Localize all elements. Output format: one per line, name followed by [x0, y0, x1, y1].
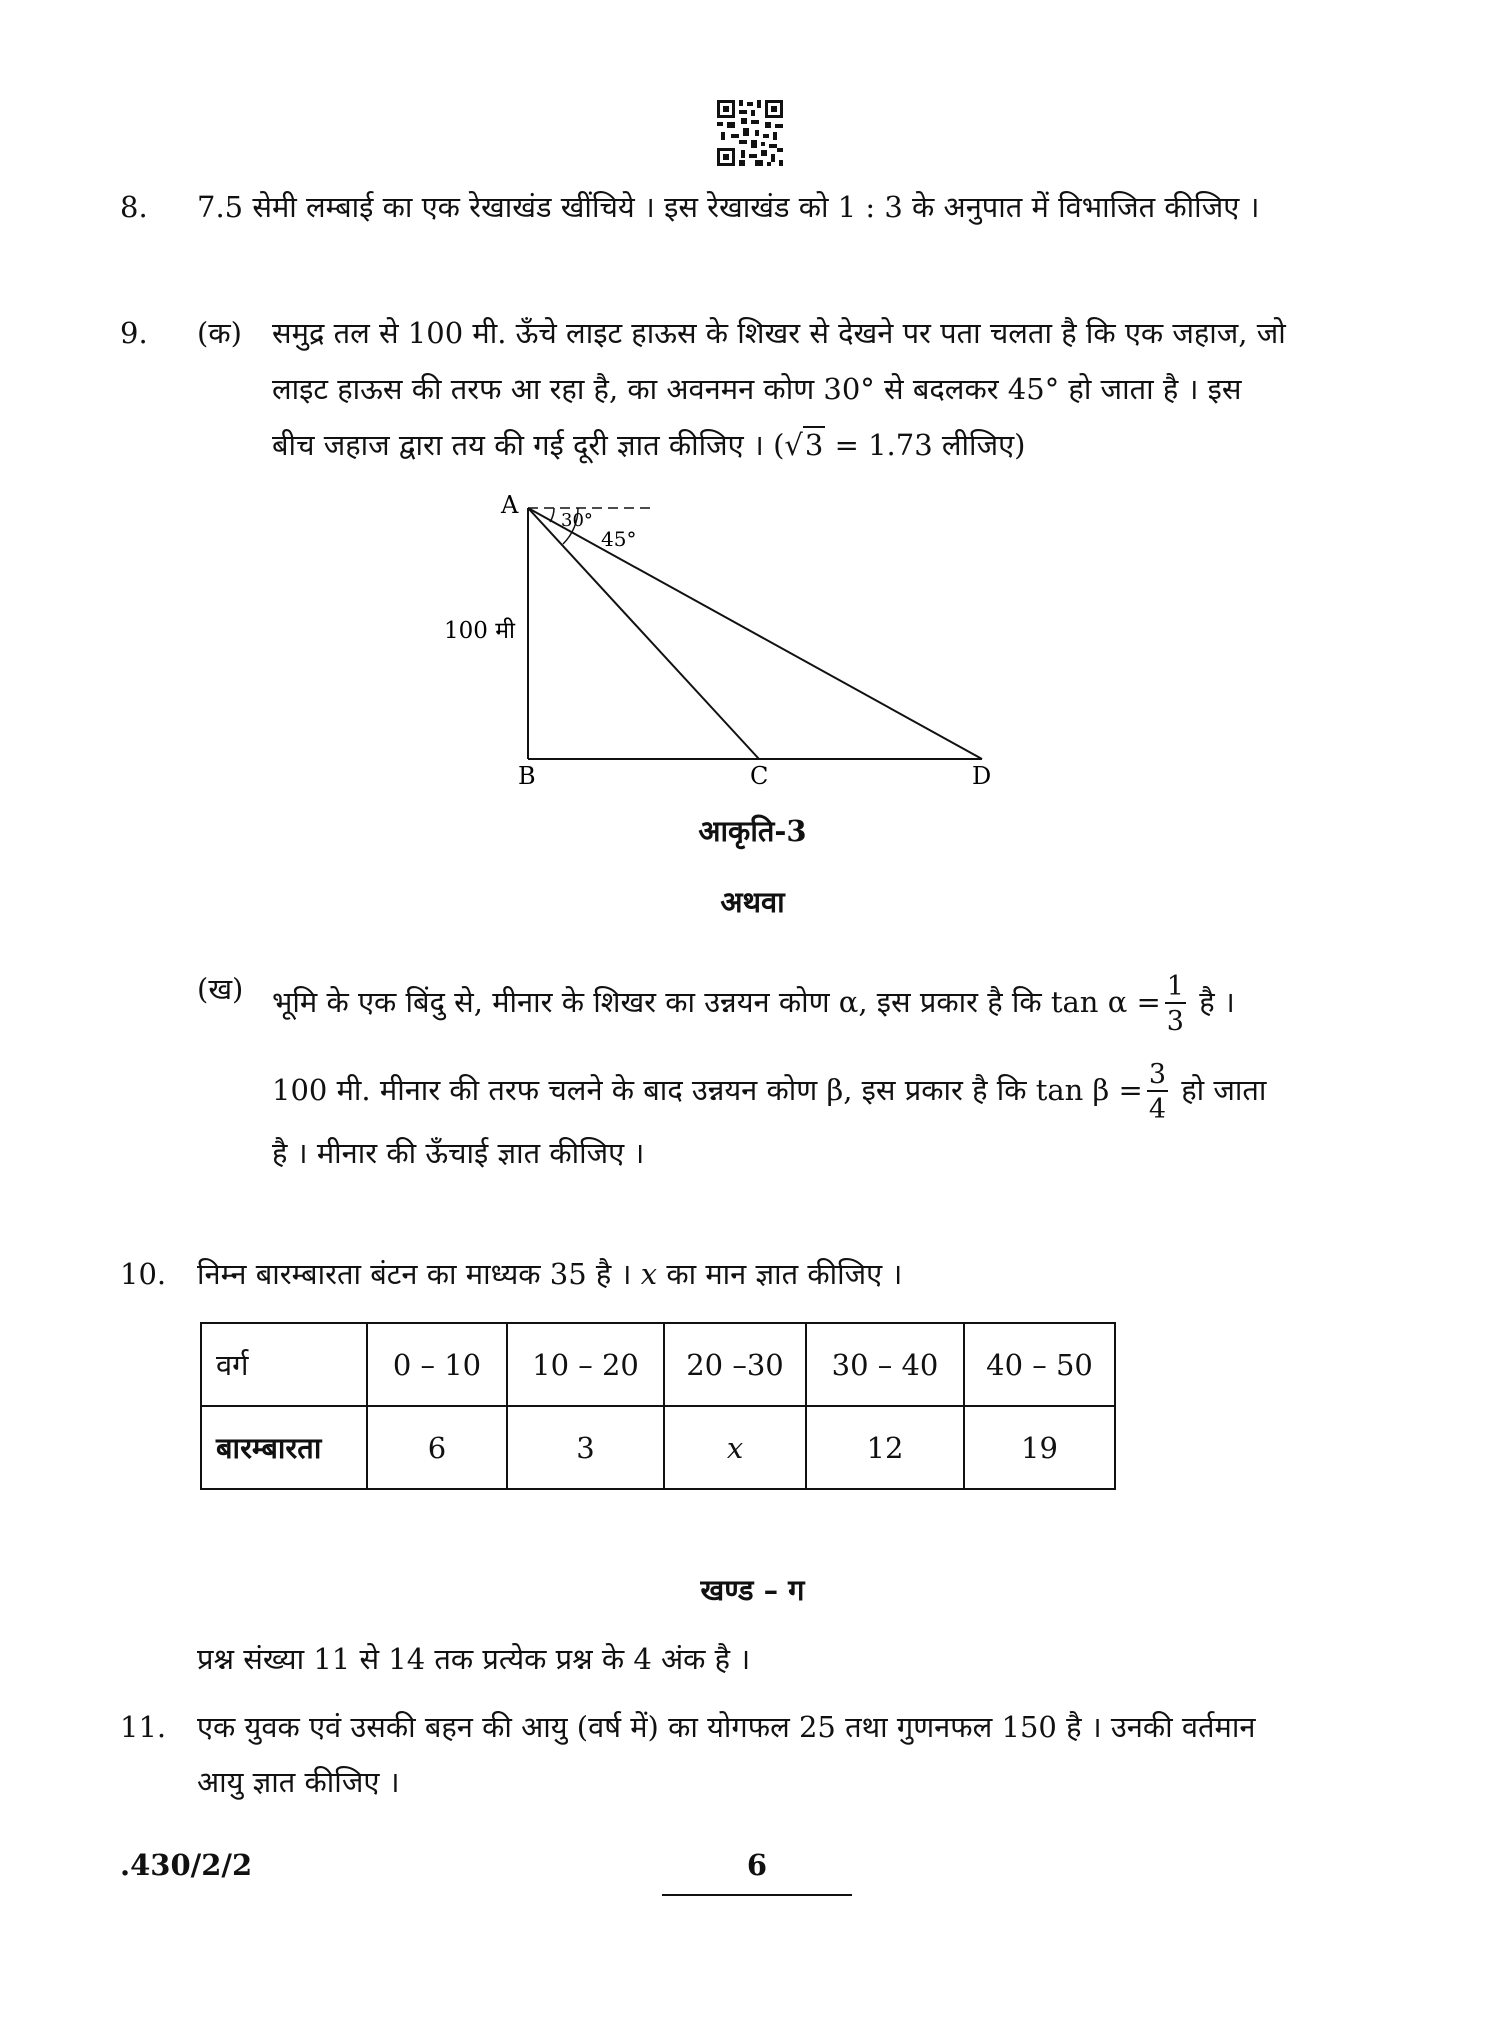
angle-label-30: 30° — [561, 510, 593, 531]
page-number-underline — [662, 1894, 852, 1896]
question-9b-marker: (ख) — [197, 972, 244, 1006]
table-row-frequencies — [201, 1406, 1115, 1489]
figure-3-diagram — [420, 480, 1020, 800]
question-9b-line-2 — [272, 1050, 1266, 1130]
question-11-number: 11. — [120, 1710, 167, 1744]
question-10-text — [197, 1247, 902, 1301]
figure-3-caption: आकृति-3 — [698, 814, 807, 848]
table-cell-class-5: 40 – 50 — [964, 1323, 1115, 1406]
question-11-line-1: एक युवक एवं उसकी बहन की आयु (वर्ष में) का योगफल 25 तथा गुणनफल 150 है । उनकी वर्तमान — [197, 1710, 1256, 1744]
label-a: A — [501, 491, 519, 519]
sqrt-radicand: 3 — [804, 428, 824, 462]
sight-line-ad — [528, 508, 982, 759]
angle-label-45: 45° — [601, 527, 637, 551]
question-9a-line-1: समुद्र तल से 100 मी. ऊँचे लाइट हाऊस के शिखर से देखने पर पता चलता है कि एक जहाज, जो — [272, 316, 1286, 350]
question-10-text-pre: निम्न बारम्बारता बंटन का माध्यक 35 है । — [197, 1257, 641, 1291]
table-cell-frequency-2: 3 — [507, 1406, 664, 1489]
question-8-number: 8. — [120, 190, 148, 224]
table-cell-frequency-3: x — [664, 1406, 806, 1489]
fraction-tan-alpha — [1165, 973, 1186, 1035]
page-number: 6 — [746, 1848, 768, 1882]
table-cell-class-4: 30 – 40 — [806, 1323, 964, 1406]
fraction-tan-alpha-denominator: 3 — [1166, 1006, 1184, 1037]
question-9-number: 9. — [120, 316, 148, 350]
section-instruction: प्रश्न संख्या 11 से 14 तक प्रत्येक प्रश्न के 4 अंक है । — [197, 1642, 751, 1676]
or-text: अथवा — [720, 885, 785, 919]
question-9a-marker: (क) — [197, 316, 242, 350]
label-b: B — [518, 762, 536, 790]
question-9b-line-1-post: है । — [1199, 985, 1235, 1019]
label-c: C — [750, 762, 769, 790]
sight-line-ac — [528, 508, 759, 759]
question-9a-line-2: लाइट हाऊस की तरफ आ रहा है, का अवनमन कोण 30° से बदलकर 45° हो जाता है । इस — [272, 372, 1242, 406]
fraction-tan-alpha-numerator: 1 — [1166, 971, 1184, 1002]
label-d: D — [972, 762, 992, 790]
question-9b-line-2-pre: 100 मी. मीनार की तरफ चलने के बाद उन्नयन कोण β, इस प्रकार है कि tan β = — [272, 1073, 1143, 1107]
fraction-tan-beta-numerator: 3 — [1148, 1059, 1167, 1090]
question-9b-line-1 — [272, 962, 1235, 1042]
table-cell-frequency-5: 19 — [964, 1406, 1115, 1489]
question-11-line-2: आयु ज्ञात कीजिए । — [197, 1765, 400, 1799]
table-row-classes — [201, 1323, 1115, 1406]
height-label: 100 मी — [444, 618, 515, 644]
question-8-text: 7.5 सेमी लम्बाई का एक रेखाखंड खींचिये । इस रेखाखंड को 1 : 3 के अनुपात में विभाजित कीजिए । — [197, 190, 1260, 224]
frequency-table — [200, 1322, 1116, 1490]
table-cell-class-2: 10 – 20 — [507, 1323, 664, 1406]
table-cell-frequency-4: 12 — [806, 1406, 964, 1489]
question-9b-line-3: है । मीनार की ऊँचाई ज्ञात कीजिए । — [272, 1136, 645, 1170]
table-cell-frequency-1: 6 — [367, 1406, 507, 1489]
fraction-tan-beta — [1147, 1061, 1168, 1123]
question-9a-line-3-post: = 1.73 लीजिए) — [825, 428, 1026, 462]
question-10-number: 10. — [120, 1257, 167, 1291]
table-header-frequency: बारम्बारता — [201, 1406, 367, 1489]
question-9b-line-1-pre: भूमि के एक बिंदु से, मीनार के शिखर का उन्नयन कोण α, इस प्रकार है कि tan α = — [272, 985, 1161, 1019]
section-heading: खण्ड – ग — [700, 1573, 805, 1607]
table-cell-class-3: 20 –30 — [664, 1323, 806, 1406]
paper-code: .430/2/2 — [120, 1848, 253, 1882]
variable-x: x — [640, 1257, 658, 1291]
qr-code-icon — [717, 100, 783, 166]
table-cell-class-1: 0 – 10 — [367, 1323, 507, 1406]
angle-arc-30 — [550, 508, 554, 522]
fraction-tan-beta-denominator: 4 — [1148, 1094, 1167, 1125]
question-9b-line-2-post: हो जाता — [1181, 1073, 1267, 1107]
question-10-text-post: का मान ज्ञात कीजिए । — [657, 1257, 903, 1291]
question-9a-line-3 — [272, 418, 1025, 472]
table-header-class: वर्ग — [201, 1323, 367, 1406]
question-9a-line-3-pre: बीच जहाज द्वारा तय की गई दूरी ज्ञात कीजिए । (√ — [272, 428, 803, 462]
